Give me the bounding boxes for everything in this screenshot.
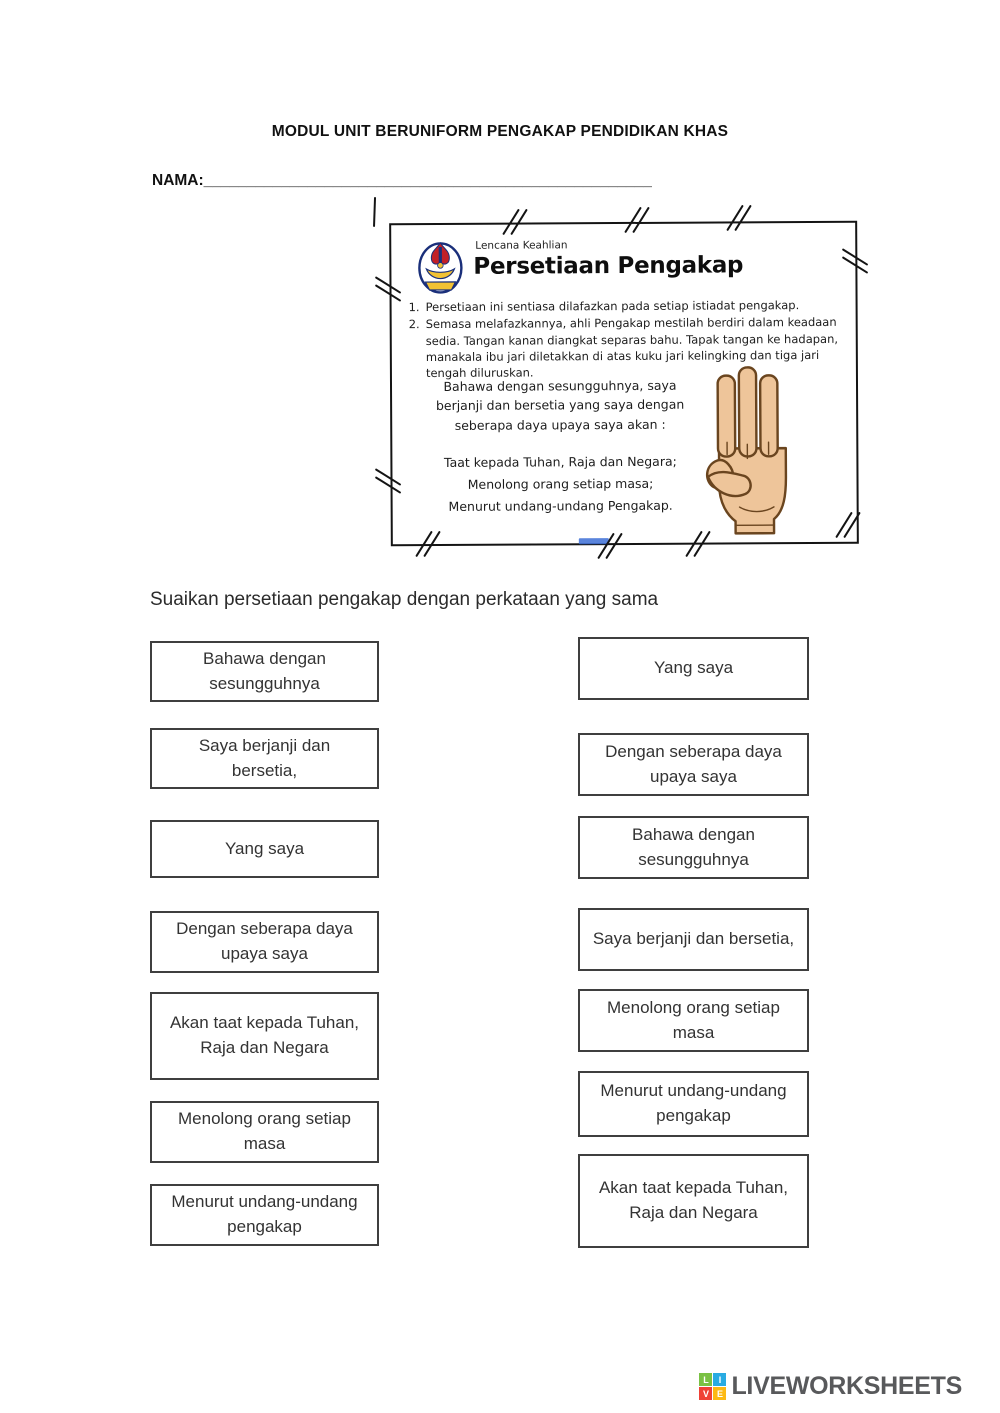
promise-intro: Bahawa dengan sesungguhnya, saya berjanji dan bersetia yang saya dengan seberapa daya upaya saya akan : <box>435 377 685 433</box>
promise-lines <box>410 451 710 518</box>
match-box-left-2[interactable] <box>150 728 379 789</box>
logo-tile-e: E <box>713 1387 726 1400</box>
liveworksheets-icon <box>699 1373 726 1400</box>
match-box-text: Saya berjanji dan bersetia, <box>198 735 331 780</box>
cut-off-watermark <box>579 538 609 544</box>
match-box-text: Bahawa dengan sesungguhnya <box>632 824 755 869</box>
match-box-right-5[interactable] <box>578 989 809 1052</box>
logo-tile-l: L <box>699 1373 712 1386</box>
match-box-left-3[interactable] <box>150 820 379 878</box>
rule-text: Semasa melafazkannya, ahli Pengakap mestilah berdiri dalam keadaan sedia. Tangan kanan diangkat separas bahu. Tapak tangan ke hadapan, manakala ibu jari diletakkan di atas kuku jari kelingking dan tiga jari tengah diluruskan. <box>425 315 839 381</box>
match-box-right-4[interactable] <box>578 908 809 971</box>
rule-number: 1. <box>408 300 420 315</box>
name-label: NAMA: <box>152 172 204 189</box>
rule-text: Persetiaan ini sentiasa dilafazkan pada setiap istiadat pengakap. <box>425 298 800 315</box>
hatch-mark <box>363 194 393 227</box>
match-box-text: Menurut undang-undang pengakap <box>600 1081 787 1125</box>
match-box-right-2[interactable] <box>578 733 809 796</box>
match-box-text: Menurut undang-undang pengakap <box>171 1192 358 1236</box>
liveworksheets-footer <box>699 1372 962 1401</box>
rule-number: 2. <box>408 317 420 332</box>
match-box-text: Dengan seberapa daya upaya saya <box>176 919 353 963</box>
match-box-left-5[interactable] <box>150 992 379 1080</box>
match-box-text: Yang saya <box>224 838 305 858</box>
match-box-text: Dengan seberapa daya upaya saya <box>605 741 782 786</box>
badge-caption: Lencana Keahlian <box>475 239 568 252</box>
match-box-text: Akan taat kepada Tuhan, Raja dan Negara <box>598 1178 789 1222</box>
match-box-left-1[interactable] <box>150 641 379 702</box>
scout-badge-icon <box>417 238 463 294</box>
match-box-right-1[interactable] <box>578 637 809 700</box>
name-field-row <box>152 172 652 190</box>
rule-item <box>406 297 844 316</box>
match-box-text: Akan taat kepada Tuhan, Raja dan Negara <box>169 1013 360 1057</box>
name-blank-line[interactable]: ____________________________________________________ <box>203 172 652 189</box>
logo-tile-i: I <box>713 1373 726 1386</box>
exercise-instruction: Suaikan persetiaan pengakap dengan perkataan yang sama <box>150 589 659 610</box>
match-box-text: Menolong orang setiap masa <box>178 1109 351 1153</box>
match-box-left-6[interactable] <box>150 1101 379 1163</box>
promise-line: Menolong orang setiap masa; <box>467 475 654 492</box>
match-box-text: Bahawa dengan sesungguhnya <box>203 648 326 693</box>
logo-tile-v: V <box>699 1387 712 1400</box>
match-box-text: Yang saya <box>653 658 734 678</box>
page-title: MODUL UNIT BERUNIFORM PENGAKAP PENDIDIKAN KHAS <box>271 123 729 140</box>
match-box-right-7[interactable] <box>578 1154 809 1248</box>
pledge-card-title: Persetiaan Pengakap <box>473 252 744 280</box>
pledge-card <box>389 221 859 546</box>
match-box-right-3[interactable] <box>578 816 809 879</box>
scout-salute-hand-illustration <box>692 363 805 536</box>
match-box-text: Saya berjanji dan bersetia, <box>592 929 795 949</box>
liveworksheets-brand-text: LIVEWORKSHEETS <box>731 1372 962 1400</box>
match-box-left-7[interactable] <box>150 1184 379 1246</box>
promise-line: Taat kepada Tuhan, Raja dan Negara; <box>443 453 677 470</box>
promise-line: Menurut undang-undang Pengakap. <box>448 497 673 514</box>
match-box-text: Menolong orang setiap masa <box>607 997 780 1042</box>
match-box-left-4[interactable] <box>150 911 379 973</box>
match-box-right-6[interactable] <box>578 1071 809 1137</box>
